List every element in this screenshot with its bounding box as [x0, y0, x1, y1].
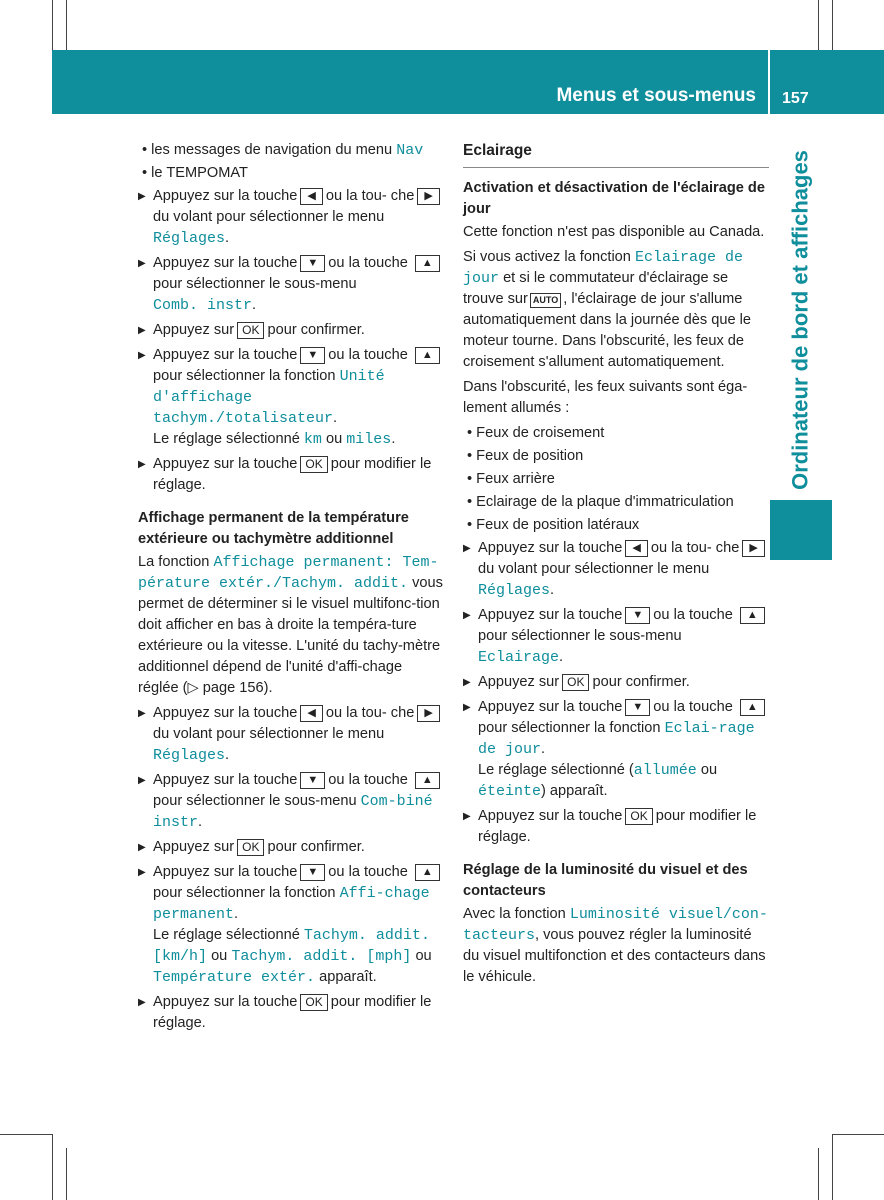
crop-mark	[66, 0, 67, 50]
up-key-icon: ▲	[740, 607, 765, 624]
ok-key: OK	[562, 674, 589, 691]
instruction-step: ▶ Appuyez sur la touche ◀ ou la tou- che ▶du volant pour sélectionner le menu Réglages.	[463, 538, 769, 601]
instruction-step: ▶ Appuyez sur la touche ▼ ou la touche ▲pour sélectionner le sous-menu Eclairage.	[463, 605, 769, 668]
crop-mark	[52, 1134, 53, 1200]
ok-key: OK	[300, 456, 327, 473]
crop-mark	[832, 1134, 884, 1135]
list-item: • le TEMPOMAT	[142, 165, 248, 181]
instruction-step: ▶ Appuyez sur la touche ▼ ou la touche ▲pour sélectionner la fonction Affi-chage permanent. Le réglage sélectionné Tachym. addit. [km/h] ou Tachym. addit. [mph] ou Température extér. apparaît.	[138, 862, 443, 988]
instruction-step: ▶ Appuyez sur la touche OK pour modifier le réglage.	[463, 806, 769, 848]
right-key-icon: ▶	[417, 188, 439, 205]
ok-key: OK	[625, 808, 652, 825]
up-key-icon: ▲	[740, 699, 765, 716]
left-key-icon: ◀	[300, 705, 322, 722]
header-bar	[52, 50, 884, 114]
instruction-step: ▶ Appuyez sur la touche OK pour modifier le réglage.	[138, 454, 443, 496]
up-key-icon: ▲	[415, 772, 440, 789]
instruction-step: ▶ Appuyez sur la touche ▼ ou la touche ▲pour sélectionner la fonction Unité d'affichage tachym./totalisateur. Le réglage sélectionné km ou miles.	[138, 345, 443, 450]
paragraph: La fonction Affichage permanent: Tem-pérature extér./Tachym. addit. vous permet de déterminer si le visuel multifonc-tion doit afficher en bas à droite la tempéra-ture extérieure ou la vitesse. L'unité du tachy-mètre additionnel dépend de l'unité d'affi-chage réglée (▷ page 156).	[138, 554, 443, 696]
header-separator	[768, 50, 770, 114]
up-key-icon: ▲	[415, 864, 440, 881]
list-item: • Feux de position latéraux	[467, 517, 640, 533]
side-tab-block	[770, 500, 832, 560]
list-item: • Feux de croisement	[467, 425, 605, 441]
right-key-icon: ▶	[417, 705, 439, 722]
instruction-step: ▶ Appuyez sur la touche ◀ ou la tou- che ▶du volant pour sélectionner le menu Réglages.	[138, 703, 443, 766]
down-key-icon: ▼	[625, 607, 650, 624]
page-number: 157	[782, 90, 809, 107]
down-key-icon: ▼	[300, 864, 325, 881]
right-column	[463, 140, 769, 992]
down-key-icon: ▼	[300, 772, 325, 789]
list-item: • Feux de position	[467, 448, 584, 464]
paragraph: Si vous activez la fonction Eclairage de jour et si le commutateur d'éclairage se trouve sur AUTO , l'éclairage de jour s'allume automatiquement dans la journée dès que le moteur tourne. Dans l'obscurité, les feux de croisement s'allument automatiquement.	[463, 249, 752, 370]
instruction-step: ▶ Appuyez sur la touche ◀ ou la tou- che ▶du volant pour sélectionner le menu Réglages.	[138, 186, 443, 249]
section-heading: Réglage de la luminosité du visuel et des contacteurs	[463, 862, 748, 899]
right-key-icon: ▶	[742, 540, 764, 557]
up-key-icon: ▲	[415, 255, 440, 272]
list-item: • Feux arrière	[467, 471, 555, 487]
down-key-icon: ▼	[300, 347, 325, 364]
crop-mark	[832, 0, 833, 50]
instruction-step: ▶ Appuyez sur la touche OK pour modifier le réglage.	[138, 992, 443, 1034]
crop-mark	[52, 0, 53, 50]
paragraph: Cette fonction n'est pas disponible au Canada.	[463, 224, 765, 240]
list-item: • les messages de navigation du menu Nav	[142, 142, 424, 159]
section-title: Eclairage	[463, 140, 769, 168]
section-heading: Affichage permanent de la température extérieure ou tachymètre additionnel	[138, 510, 409, 547]
instruction-step: ▶ Appuyez sur OK pour confirmer.	[138, 320, 443, 341]
ok-key: OK	[300, 994, 327, 1011]
crop-mark	[818, 0, 819, 50]
down-key-icon: ▼	[625, 699, 650, 716]
paragraph: Dans l'obscurité, les feux suivants sont éga-lement allumés :	[463, 379, 748, 416]
left-key-icon: ◀	[300, 188, 322, 205]
instruction-step: ▶ Appuyez sur OK pour confirmer.	[463, 672, 769, 693]
ok-key: OK	[237, 322, 264, 339]
auto-key: AUTO	[530, 293, 561, 308]
crop-mark	[832, 1134, 833, 1200]
section-heading: Activation et désactivation de l'éclairage de jour	[463, 180, 765, 217]
crop-mark	[0, 1134, 52, 1135]
left-column	[138, 140, 443, 1038]
list-item: • Eclairage de la plaque d'immatriculation	[467, 494, 734, 510]
ok-key: OK	[237, 839, 264, 856]
paragraph: Avec la fonction Luminosité visuel/con-tacteurs, vous pouvez régler la luminosité du visuel multifonction et des contacteurs dans le véhicule.	[463, 906, 768, 985]
crop-mark	[66, 1148, 67, 1200]
instruction-step: ▶ Appuyez sur la touche ▼ ou la touche ▲pour sélectionner la fonction Eclai-rage de jour. Le réglage sélectionné (allumée ou éteinte) apparaît.	[463, 697, 769, 802]
header-title: Menus et sous-menus	[556, 85, 756, 106]
down-key-icon: ▼	[300, 255, 325, 272]
side-tab-title: Ordinateur de bord et affichages	[787, 150, 813, 490]
up-key-icon: ▲	[415, 347, 440, 364]
instruction-step: ▶ Appuyez sur la touche ▼ ou la touche ▲pour sélectionner le sous-menu Comb. instr.	[138, 253, 443, 316]
crop-mark	[818, 1148, 819, 1200]
left-key-icon: ◀	[625, 540, 647, 557]
instruction-step: ▶ Appuyez sur OK pour confirmer.	[138, 837, 443, 858]
instruction-step: ▶ Appuyez sur la touche ▼ ou la touche ▲pour sélectionner le sous-menu Com-biné instr.	[138, 770, 443, 833]
